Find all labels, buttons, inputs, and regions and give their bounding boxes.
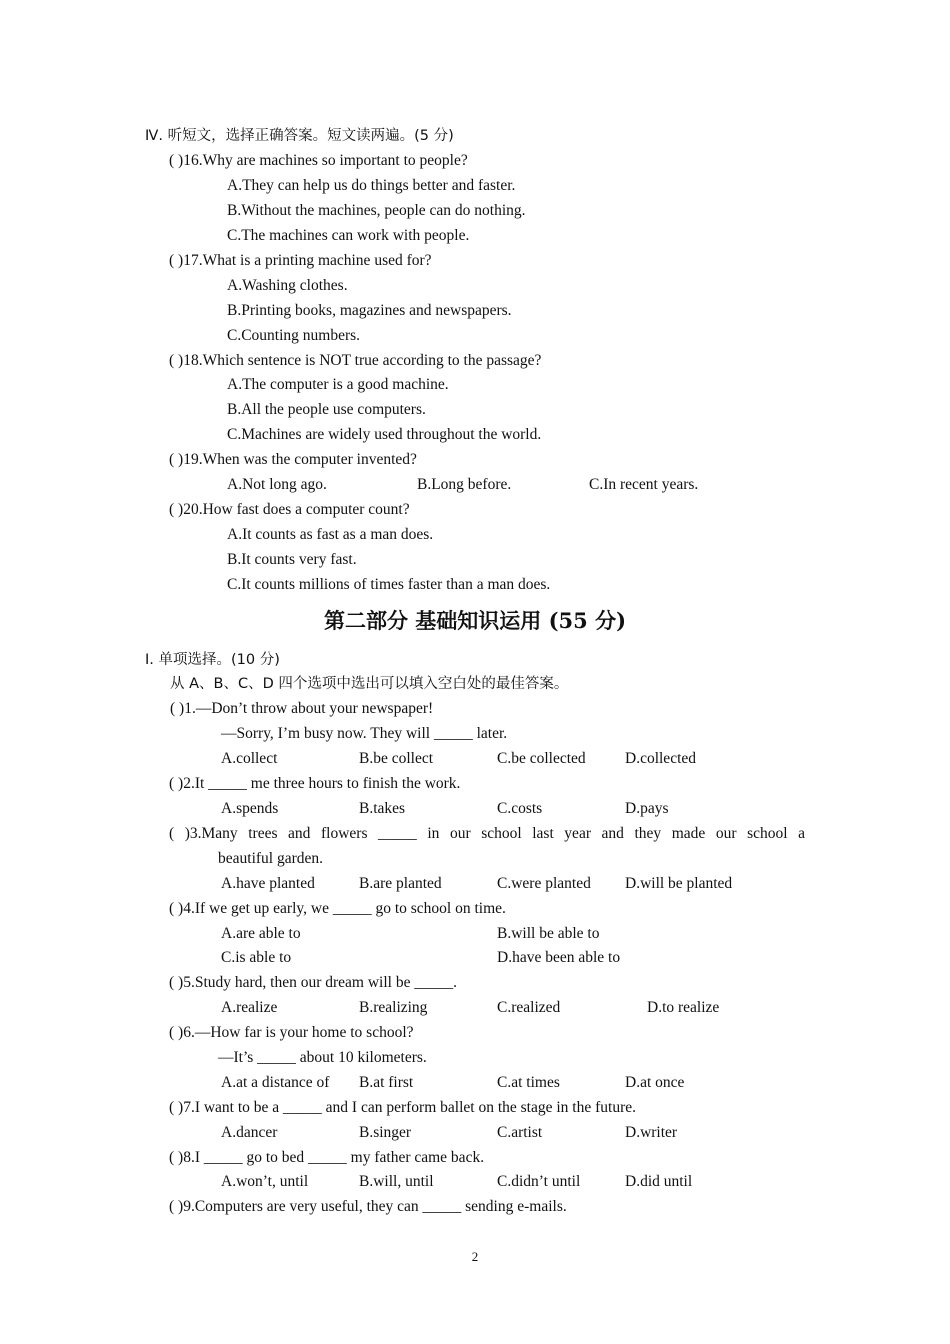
question-3-option-d: D.will be planted (625, 875, 733, 892)
question-4-option-a: A.are able to (221, 925, 301, 942)
question-5-option-d: D.to realize (647, 999, 720, 1016)
question-7-option-a: A.dancer (221, 1124, 278, 1141)
question-17-option-c: C.Counting numbers. (227, 327, 361, 344)
part-two-title: 第二部分 基础知识运用 (55 分) (323, 608, 627, 633)
question-5-option-a: A.realize (221, 999, 278, 1016)
question-3-stem-continued: beautiful garden. (218, 850, 324, 867)
question-20-option-b: B.It counts very fast. (227, 551, 357, 568)
question-6-stem-reply: —It’s _____ about 10 kilometers. (218, 1049, 427, 1066)
page-number: 2 (471, 1249, 479, 1264)
question-7-option-c: C.artist (497, 1124, 543, 1141)
question-6-option-c: C.at times (497, 1074, 560, 1091)
question-2-option-d: D.pays (625, 800, 669, 817)
question-4-option-c: C.is able to (221, 949, 292, 966)
section-heading-listening: Ⅳ. 听短文，选择正确答案。短文读两遍。(5 分) (145, 128, 454, 144)
question-5-stem: ( )5.Study hard, then our dream will be _____. (169, 974, 457, 991)
section-instruction: 从 A、B、C、D 四个选项中选出可以填入空白处的最佳答案。 (170, 676, 569, 692)
question-16-option-c: C.The machines can work with people. (227, 227, 470, 244)
question-17-option-a: A.Washing clothes. (227, 277, 348, 294)
question-17-stem: ( )17.What is a printing machine used for? (169, 252, 432, 269)
question-20-option-c: C.It counts millions of times faster than a man does. (227, 576, 551, 593)
question-3-stem: ( )3.Many trees and flowers _____ in our school last year and they made our school a (169, 825, 805, 842)
question-1-option-a: A.collect (221, 750, 278, 767)
question-7-stem: ( )7.I want to be a _____ and I can perform ballet on the stage in the future. (169, 1099, 636, 1116)
question-8-option-c: C.didn’t until (497, 1173, 581, 1190)
question-8-option-a: A.won’t, until (221, 1173, 309, 1190)
question-2-stem: ( )2.It _____ me three hours to finish the work. (169, 775, 461, 792)
question-20-stem: ( )20.How fast does a computer count? (169, 501, 410, 518)
question-8-stem: ( )8.I _____ go to bed _____ my father came back. (169, 1149, 485, 1166)
question-9-stem: ( )9.Computers are very useful, they can _____ sending e-mails. (169, 1198, 567, 1215)
question-1-option-c: C.be collected (497, 750, 586, 767)
question-18-option-b: B.All the people use computers. (227, 401, 426, 418)
question-4-option-d: D.have been able to (497, 949, 621, 966)
question-19-option-a: A.Not long ago. (227, 476, 327, 493)
question-6-option-d: D.at once (625, 1074, 685, 1091)
question-1-option-d: D.collected (625, 750, 697, 767)
question-7-option-b: B.singer (359, 1124, 412, 1141)
question-4-option-b: B.will be able to (497, 925, 600, 942)
question-8-option-b: B.will, until (359, 1173, 434, 1190)
question-3-option-a: A.have planted (221, 875, 315, 892)
question-19-option-c: C.In recent years. (589, 476, 699, 493)
section-heading-single-choice: Ⅰ. 单项选择。(10 分) (145, 652, 280, 668)
question-20-option-a: A.It counts as fast as a man does. (227, 526, 434, 543)
question-2-option-b: B.takes (359, 800, 406, 817)
question-7-option-d: D.writer (625, 1124, 678, 1141)
question-16-stem: ( )16.Why are machines so important to people? (169, 152, 468, 169)
question-18-option-a: A.The computer is a good machine. (227, 376, 449, 393)
question-19-option-b: B.Long before. (417, 476, 512, 493)
question-1-stem-reply: —Sorry, I’m busy now. They will _____ later. (221, 725, 508, 742)
question-3-option-b: B.are planted (359, 875, 442, 892)
question-6-option-a: A.at a distance of (221, 1074, 330, 1091)
question-16-option-b: B.Without the machines, people can do nothing. (227, 202, 526, 219)
question-5-option-b: B.realizing (359, 999, 428, 1016)
question-18-option-c: C.Machines are widely used throughout the world. (227, 426, 542, 443)
question-6-stem: ( )6.—How far is your home to school? (169, 1024, 414, 1041)
question-18-stem: ( )18.Which sentence is NOT true according to the passage? (169, 352, 542, 369)
question-2-option-c: C.costs (497, 800, 543, 817)
question-6-option-b: B.at first (359, 1074, 414, 1091)
question-2-option-a: A.spends (221, 800, 279, 817)
question-16-option-a: A.They can help us do things better and faster. (227, 177, 516, 194)
question-8-option-d: D.did until (625, 1173, 693, 1190)
question-1-stem: ( )1.—Don’t throw about your newspaper! (170, 700, 434, 717)
question-3-option-c: C.were planted (497, 875, 591, 892)
question-5-option-c: C.realized (497, 999, 561, 1016)
question-4-stem: ( )4.If we get up early, we _____ go to school on time. (169, 900, 506, 917)
question-17-option-b: B.Printing books, magazines and newspapers. (227, 302, 512, 319)
question-1-option-b: B.be collect (359, 750, 434, 767)
question-19-stem: ( )19.When was the computer invented? (169, 451, 417, 468)
